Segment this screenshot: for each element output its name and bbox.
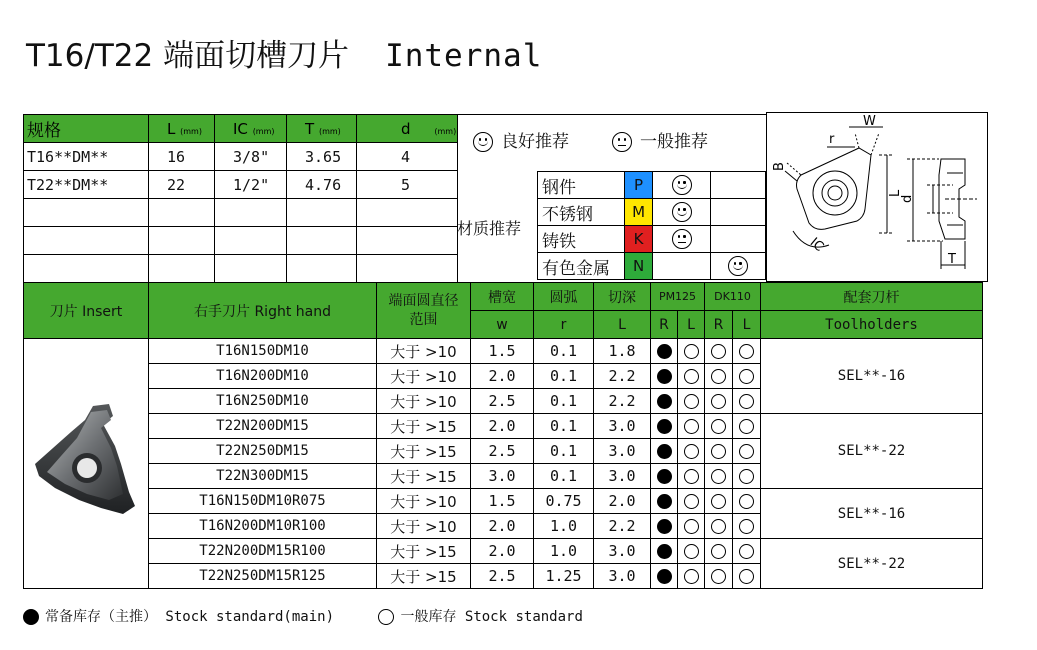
stock-normal-icon [711, 394, 726, 409]
diameter-range: 大于 >15 [377, 464, 471, 489]
dk110-rating [710, 172, 765, 199]
toolholder: SEL**-16 [761, 339, 983, 414]
stock-normal-icon [739, 494, 754, 509]
groove-width: 2.0 [471, 414, 534, 439]
stock-legend [23, 606, 583, 626]
stock-normal-icon [378, 609, 394, 625]
dk110-l-stock [733, 489, 761, 514]
stock-normal-icon [711, 469, 726, 484]
spec-empty-cell [357, 255, 458, 283]
drawing-label-b: B [772, 162, 787, 171]
spec-empty-cell [287, 199, 357, 227]
material-name: 铸铁 [538, 226, 625, 253]
spec-row-l: 22 [149, 171, 215, 199]
header-right-hand: 右手刀片 Right hand [149, 283, 377, 339]
corner-radius: 1.25 [534, 564, 594, 589]
corner-radius: 0.1 [534, 439, 594, 464]
cut-depth: 1.8 [594, 339, 651, 364]
spec-row-ic: 1/2" [215, 171, 287, 199]
groove-width: 2.5 [471, 389, 534, 414]
groove-width: 1.5 [471, 489, 534, 514]
diameter-range: 大于 >10 [377, 389, 471, 414]
groove-width: 2.5 [471, 564, 534, 589]
stock-normal-icon [739, 544, 754, 559]
insert-code: T22N300DM15 [149, 464, 377, 489]
header-dk-r: R [705, 311, 733, 339]
drawing-label-ic: IC [806, 235, 827, 255]
corner-radius: 0.1 [534, 339, 594, 364]
diameter-range: 大于 >10 [377, 489, 471, 514]
insert-image [24, 339, 149, 589]
title-main: T16/T22 端面切槽刀片 [26, 38, 350, 74]
stock-normal-icon [739, 394, 754, 409]
stock-normal-icon [739, 344, 754, 359]
header-dk110: DK110 [705, 283, 761, 311]
stock-normal-icon [684, 494, 699, 509]
groove-width: 3.0 [471, 464, 534, 489]
diameter-range: 大于 >15 [377, 439, 471, 464]
spec-empty-cell [24, 255, 149, 283]
cut-depth: 2.2 [594, 389, 651, 414]
smiley-good-icon [672, 175, 692, 195]
header-pm-l: L [678, 311, 705, 339]
material-recommendation [457, 114, 766, 284]
stock-normal-icon [684, 444, 699, 459]
stock-main-label: 常备库存（主推） Stock standard(main) [45, 609, 335, 625]
pm125-l-stock [678, 439, 705, 464]
material-code: K [624, 226, 653, 253]
insert-code: T22N250DM15R125 [149, 564, 377, 589]
dk110-l-stock [733, 414, 761, 439]
stock-main-icon [657, 569, 672, 584]
pm125-r-stock [651, 514, 678, 539]
stock-normal-icon [711, 519, 726, 534]
pm125-l-stock [678, 364, 705, 389]
stock-main-icon [657, 394, 672, 409]
spec-header-ic: IC (mm) [215, 115, 287, 143]
groove-width: 2.5 [471, 439, 534, 464]
cut-depth: 3.0 [594, 464, 651, 489]
dk110-r-stock [705, 439, 733, 464]
dk110-l-stock [733, 539, 761, 564]
title-english: Internal [385, 38, 543, 74]
stock-normal-icon [684, 469, 699, 484]
stock-normal-icon [711, 344, 726, 359]
insert-code: T16N250DM10 [149, 389, 377, 414]
spec-table [23, 114, 458, 283]
dk110-l-stock [733, 464, 761, 489]
diameter-range: 大于 >15 [377, 414, 471, 439]
table-row [24, 489, 983, 514]
material-row [538, 253, 766, 280]
spec-header-t: T (mm) [287, 115, 357, 143]
material-row [538, 199, 766, 226]
cut-depth: 3.0 [594, 539, 651, 564]
dk110-l-stock [733, 339, 761, 364]
diameter-range: 大于 >10 [377, 364, 471, 389]
header-holder-en: Toolholders [761, 311, 983, 339]
stock-normal-icon [711, 494, 726, 509]
pm125-l-stock [678, 464, 705, 489]
header-holder: 配套刀杆 [761, 283, 983, 311]
cut-depth: 3.0 [594, 414, 651, 439]
stock-normal-icon [711, 419, 726, 434]
header-pm-r: R [651, 311, 678, 339]
spec-empty-cell [24, 227, 149, 255]
cut-depth: 2.0 [594, 489, 651, 514]
material-row [538, 172, 766, 199]
stock-normal-icon [739, 519, 754, 534]
pm125-l-stock [678, 414, 705, 439]
pm125-r-stock [651, 439, 678, 464]
stock-main-icon [657, 544, 672, 559]
page-title [26, 30, 542, 75]
header-pm125: PM125 [651, 283, 705, 311]
stock-normal-icon [711, 369, 726, 384]
corner-radius: 1.0 [534, 514, 594, 539]
pm125-l-stock [678, 514, 705, 539]
pm125-rating [653, 172, 710, 199]
stock-normal-icon [684, 394, 699, 409]
diameter-range: 大于 >15 [377, 539, 471, 564]
groove-width: 1.5 [471, 339, 534, 364]
stock-normal-icon [711, 544, 726, 559]
header-l: 切深 [594, 283, 651, 311]
smiley-neutral-icon [612, 132, 632, 152]
pm125-l-stock [678, 389, 705, 414]
spec-empty-cell [215, 199, 287, 227]
groove-width: 2.0 [471, 514, 534, 539]
stock-normal-icon [711, 569, 726, 584]
stock-normal-icon [739, 569, 754, 584]
smiley-good-icon [672, 202, 692, 222]
dk110-r-stock [705, 414, 733, 439]
spec-header-spec: 规格 [24, 115, 149, 143]
insert-code: T22N250DM15 [149, 439, 377, 464]
cut-depth: 3.0 [594, 439, 651, 464]
dk110-r-stock [705, 514, 733, 539]
pm125-l-stock [678, 564, 705, 589]
stock-normal-icon [684, 519, 699, 534]
smiley-good-icon [728, 256, 748, 276]
spec-empty-cell [24, 199, 149, 227]
stock-main-icon [657, 369, 672, 384]
material-name: 有色金属 [538, 253, 625, 280]
stock-main-icon [657, 494, 672, 509]
stock-normal-icon [711, 444, 726, 459]
dk110-l-stock [733, 514, 761, 539]
corner-radius: 0.1 [534, 364, 594, 389]
spec-row-t: 3.65 [287, 143, 357, 171]
drawing-label-l: L [888, 189, 903, 197]
toolholder: SEL**-16 [761, 489, 983, 539]
spec-row-d: 4 [357, 143, 458, 171]
toolholder: SEL**-22 [761, 414, 983, 489]
diameter-range: 大于 >10 [377, 514, 471, 539]
material-label: 材质推荐 [457, 219, 522, 238]
corner-radius: 0.1 [534, 414, 594, 439]
stock-normal-icon [684, 369, 699, 384]
spec-row-name: T16**DM** [24, 143, 149, 171]
stock-main-icon [657, 469, 672, 484]
material-table [537, 171, 766, 280]
pm125-r-stock [651, 564, 678, 589]
cut-depth: 3.0 [594, 564, 651, 589]
dk110-r-stock [705, 364, 733, 389]
toolholder: SEL**-22 [761, 539, 983, 589]
stock-main-icon [657, 519, 672, 534]
material-code: P [624, 172, 653, 199]
stock-normal-icon [739, 369, 754, 384]
header-l-unit: L [594, 311, 651, 339]
spec-row-t: 4.76 [287, 171, 357, 199]
groove-width: 2.0 [471, 539, 534, 564]
pm125-r-stock [651, 539, 678, 564]
insert-drawing [766, 112, 988, 282]
legend-ok: 一般推荐 [612, 127, 708, 152]
spec-empty-cell [357, 227, 458, 255]
stock-normal-icon [684, 419, 699, 434]
spec-empty-cell [287, 255, 357, 283]
legend-good: 良好推荐 [473, 127, 569, 152]
groove-width: 2.0 [471, 364, 534, 389]
pm125-rating [653, 253, 710, 280]
dk110-l-stock [733, 364, 761, 389]
header-r: 圆弧 [534, 283, 594, 311]
stock-normal-icon [684, 569, 699, 584]
insert-code: T16N200DM10 [149, 364, 377, 389]
pm125-r-stock [651, 414, 678, 439]
insert-code: T22N200DM15R100 [149, 539, 377, 564]
spec-empty-cell [215, 227, 287, 255]
stock-main-icon [657, 419, 672, 434]
material-row [538, 226, 766, 253]
pm125-l-stock [678, 539, 705, 564]
spec-empty-cell [149, 199, 215, 227]
header-range: 端面圆直径范围 [377, 283, 471, 339]
dk110-r-stock [705, 489, 733, 514]
dk110-rating [710, 226, 765, 253]
dk110-r-stock [705, 564, 733, 589]
table-row [24, 539, 983, 564]
table-row [24, 414, 983, 439]
spec-empty-cell [149, 227, 215, 255]
diameter-range: 大于 >15 [377, 564, 471, 589]
stock-normal-icon [684, 344, 699, 359]
cut-depth: 2.2 [594, 364, 651, 389]
drawing-label-w: W [863, 114, 876, 129]
corner-radius: 0.1 [534, 464, 594, 489]
insert-photo-icon [31, 402, 141, 522]
dk110-l-stock [733, 439, 761, 464]
spec-empty-cell [149, 255, 215, 283]
insert-code: T16N150DM10 [149, 339, 377, 364]
pm125-r-stock [651, 389, 678, 414]
spec-row-l: 16 [149, 143, 215, 171]
dk110-l-stock [733, 564, 761, 589]
pm125-rating [653, 199, 710, 226]
spec-row-d: 5 [357, 171, 458, 199]
dimension-drawing [767, 113, 987, 281]
smiley-neutral-icon [672, 229, 692, 249]
dk110-l-stock [733, 389, 761, 414]
material-name: 钢件 [538, 172, 625, 199]
pm125-r-stock [651, 364, 678, 389]
stock-normal-icon [684, 544, 699, 559]
header-w-unit: w [471, 311, 534, 339]
material-name: 不锈钢 [538, 199, 625, 226]
spec-empty-cell [357, 199, 458, 227]
insert-code: T22N200DM15 [149, 414, 377, 439]
stock-main-icon [657, 444, 672, 459]
insert-code: T16N150DM10R075 [149, 489, 377, 514]
corner-radius: 0.75 [534, 489, 594, 514]
spec-header-l: L (mm) [149, 115, 215, 143]
spec-empty-cell [287, 227, 357, 255]
table-row [24, 339, 983, 364]
spec-header-d: d (mm) [357, 115, 458, 143]
cut-depth: 2.2 [594, 514, 651, 539]
header-r-unit: r [534, 311, 594, 339]
header-insert: 刀片 Insert [24, 283, 149, 339]
insert-table [23, 282, 983, 589]
drawing-label-t: T [948, 252, 956, 267]
stock-normal-icon [739, 469, 754, 484]
header-w: 槽宽 [471, 283, 534, 311]
corner-radius: 0.1 [534, 389, 594, 414]
dk110-r-stock [705, 539, 733, 564]
pm125-r-stock [651, 339, 678, 364]
stock-normal-icon [739, 419, 754, 434]
dk110-rating [710, 253, 765, 280]
stock-normal-icon [739, 444, 754, 459]
drawing-label-r: r [829, 132, 835, 147]
corner-radius: 1.0 [534, 539, 594, 564]
stock-main-icon [23, 609, 39, 625]
drawing-label-d: d [900, 194, 915, 203]
pm125-l-stock [678, 339, 705, 364]
dk110-rating [710, 199, 765, 226]
dk110-r-stock [705, 339, 733, 364]
spec-empty-cell [215, 255, 287, 283]
spec-row-name: T22**DM** [24, 171, 149, 199]
pm125-rating [653, 226, 710, 253]
diameter-range: 大于 >10 [377, 339, 471, 364]
stock-main-icon [657, 344, 672, 359]
insert-code: T16N200DM10R100 [149, 514, 377, 539]
pm125-r-stock [651, 464, 678, 489]
dk110-r-stock [705, 464, 733, 489]
stock-normal-label: 一般库存 Stock standard [400, 609, 583, 625]
smiley-good-icon [473, 132, 493, 152]
material-code: N [624, 253, 653, 280]
dk110-r-stock [705, 389, 733, 414]
material-code: M [624, 199, 653, 226]
pm125-r-stock [651, 489, 678, 514]
header-dk-l: L [733, 311, 761, 339]
pm125-l-stock [678, 489, 705, 514]
spec-row-ic: 3/8" [215, 143, 287, 171]
